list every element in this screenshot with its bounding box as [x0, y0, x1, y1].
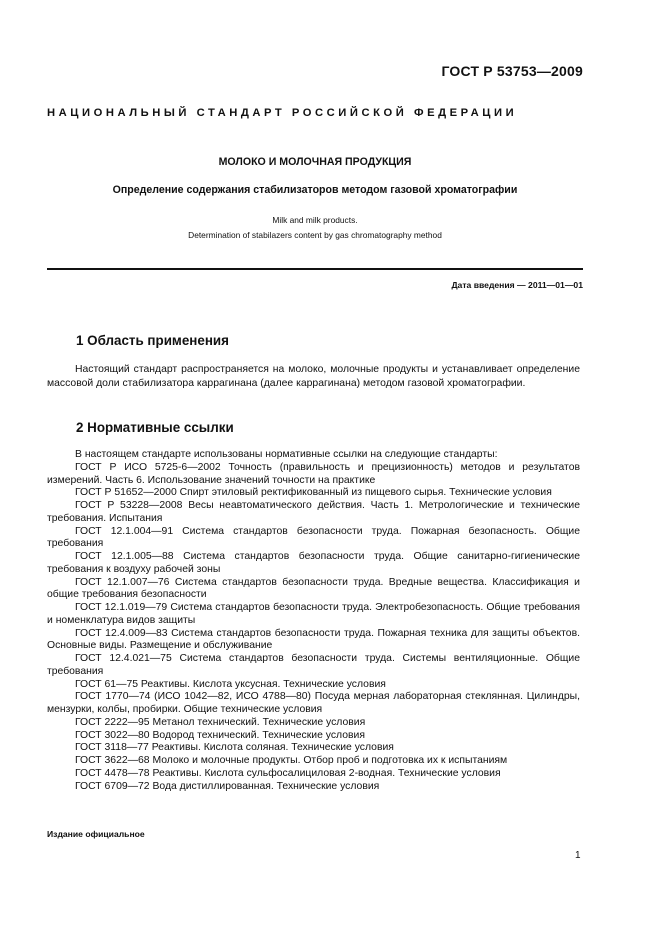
reference-item: ГОСТ 3118—77 Реактивы. Кислота соляная. Технические условия [75, 742, 394, 754]
section-1-heading: 1 Область применения [76, 333, 229, 348]
reference-item: ГОСТ 1770—74 (ИСО 1042—82, ИСО 4788—80) Посуда мерная лабораторная стеклянная. Цилиндры, мензурки, колбы, пробирки. Общие технические условия [47, 691, 580, 715]
section-2-heading: 2 Нормативные ссылки [76, 420, 234, 435]
reference-item: ГОСТ 2222—95 Метанол технический. Технические условия [75, 716, 366, 728]
english-title-line-2: Determination of stabilazers content by gas chromatography method [188, 230, 442, 240]
reference-item: ГОСТ 61—75 Реактивы. Кислота уксусная. Технические условия [75, 678, 386, 690]
reference-item: ГОСТ 12.1.019—79 Система стандартов безопасности труда. Электробезопасность. Общие требования и номенклатура видов защиты [47, 602, 580, 626]
reference-item: ГОСТ 3622—68 Молоко и молочные продукты. Отбор проб и подготовка их к испытаниям [75, 755, 508, 766]
section-1-paragraph: Настоящий стандарт распространяется на молоко, молочные продукты и устанавливает определение массовой доли стабилизатора каррагинана (далее каррагинана) методом газовой хроматографии. [47, 364, 580, 390]
document-title: МОЛОКО И МОЛОЧНАЯ ПРОДУКЦИЯ [218, 156, 412, 168]
reference-item: ГОСТ 12.1.004—91 Система стандартов безопасности труда. Пожарная безопасность. Общие требования [47, 525, 580, 550]
reference-item: ГОСТ 12.4.021—75 Система стандартов безопасности труда. Системы вентиляционные. Общие требования [47, 653, 580, 677]
reference-item: ГОСТ 4478—78 Реактивы. Кислота сульфосалициловая 2-водная. Технические условия [75, 767, 501, 779]
english-title-line-1: Milk and milk products. [272, 215, 358, 225]
reference-item: ГОСТ Р 51652—2000 Спирт этиловый ректификованный из пищевого сырья. Технические условия [75, 487, 552, 499]
normative-references-list [47, 449, 580, 793]
document-code: ГОСТ Р 53753—2009 [441, 63, 583, 79]
title-divider [47, 268, 583, 270]
national-standard-banner: НАЦИОНАЛЬНЫЙ СТАНДАРТ РОССИЙСКОЙ ФЕДЕРАЦИИ [47, 107, 518, 119]
reference-item: ГОСТ Р ИСО 5725-6—2002 Точность (правильность и прецизионность) методов и результатов измерений. Часть 6. Использование значений точности на практике [47, 461, 580, 486]
section-1-body [47, 363, 580, 392]
references-intro: В настоящем стандарте использованы нормативные ссылки на следующие стандарты: [75, 449, 498, 460]
official-edition-label: Издание официальное [47, 829, 145, 839]
reference-item: ГОСТ Р 53228—2008 Весы неавтоматического действия. Часть 1. Метрологические и технические требования. Испытания [47, 500, 580, 524]
reference-item: ГОСТ 12.1.005—88 Система стандартов безопасности труда. Общие санитарно-гигиенические требования к воздуху рабочей зоны [47, 551, 580, 575]
document-subtitle: Определение содержания стабилизаторов методом газовой хроматографии [112, 184, 518, 196]
introduction-date: Дата введения — 2011—01—01 [451, 280, 583, 290]
reference-item: ГОСТ 12.4.009—83 Система стандартов безопасности труда. Пожарная техника для защиты объектов. Основные виды. Размещение и обслуживание [47, 627, 580, 652]
reference-item: ГОСТ 3022—80 Водород технический. Технические условия [75, 729, 365, 741]
page-number: 1 [575, 850, 581, 861]
reference-item: ГОСТ 12.1.007—76 Система стандартов безопасности труда. Вредные вещества. Классификация и общие требования безопасности [47, 576, 580, 601]
reference-item: ГОСТ 6709—72 Вода дистиллированная. Технические условия [75, 780, 380, 792]
